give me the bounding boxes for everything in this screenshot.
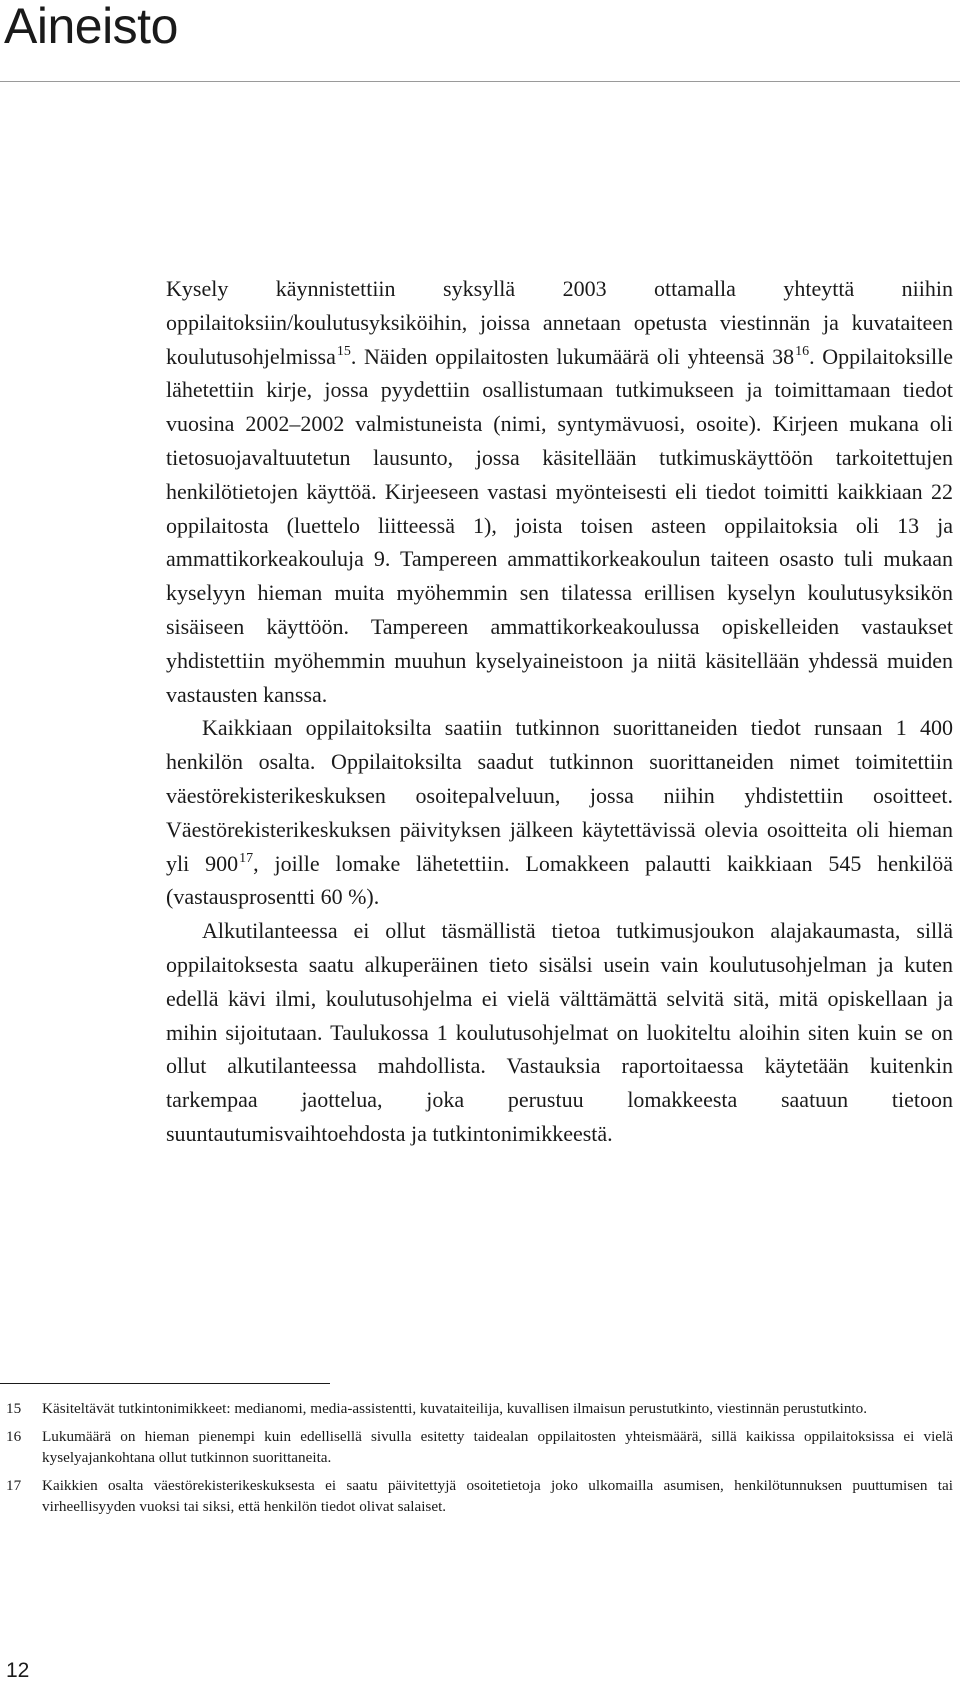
footnote-ref-15: 15 — [336, 343, 351, 359]
footnote-divider — [0, 1383, 330, 1384]
body-text — [166, 272, 953, 1151]
paragraph-1-part-3: . Oppilaitoksille lähetettiin kirje, jossa pyydettiin osallistumaan tutkimukseen ja toimittamaan tiedot vuosina 2002–2002 valmistuneista (nimi, syntymävuosi, osoite). Kirjeen mukana oli tietosuojavaltuutetun lausunto, jossa käsitellään tutkimuskäyttöön tarkoitettujen henkilötietojen käyttöä. Kirjeeseen vastasi myönteisesti eli tiedot toimitti kaikkiaan 22 oppilaitosta (luettelo liitteessä 1), joista toisen asteen oppilaitoksia oli 13 ja ammattikorkeakouluja 9. Tampereen ammattikorkeakoulun taiteen osasto tuli mukaan kyselyyn hieman muita myöhemmin sen tilatessa erillisen kyselyn koulutusyksikön sisäiseen käyttöön. Tampereen ammattikorkeakoulussa opiskelleiden vastaukset yhdistettiin myöhemmin muuhun kyselyaineistoon ja niitä käsitellään yhdessä muiden vastausten kanssa. — [166, 343, 954, 707]
footnote-15 — [0, 1398, 953, 1420]
paragraph-1-part-2: . Näiden oppilaitosten lukumäärä oli yhteensä 38 — [350, 343, 795, 369]
footnote-number: 16 — [6, 1427, 22, 1445]
footnote-text: Kaikkien osalta väestörekisterikeskuksesta ei saatu päivitettyjä osoitetietoja joko ulkomailla asumisen, henkilötunnuksen puuttumisen tai virheellisyyden vuoksi tai siksi, että henkilön tiedot olivat salaiset. — [42, 1476, 953, 1515]
footnote-number: 15 — [6, 1400, 22, 1417]
footnote-ref-16: 16 — [795, 343, 810, 359]
footnote-16 — [0, 1426, 953, 1469]
page-title: Aineisto — [4, 0, 178, 54]
footnote-number: 17 — [6, 1476, 22, 1494]
page-number: 12 — [6, 1659, 30, 1682]
footnote-text: Käsiteltävät tutkintonimikkeet: medianomi, media-assistentti, kuvataiteilija, kuvallisen ilmaisun perustutkinto, viestinnän perustutkinto. — [42, 1400, 868, 1417]
paragraph-2-part-2: , joille lomake lähetettiin. Lomakkeen palautti kaikkiaan 545 henkilöä (vastausprosentti 60 %). — [166, 850, 953, 910]
footnotes — [0, 1398, 953, 1524]
paragraph-2-part-1: Kaikkiaan oppilaitoksilta saatiin tutkinnon suorittaneiden tiedot runsaan 1 400 henkilön osalta. Oppilaitoksilta saadut tutkinnon suorittaneiden nimet toimitettiin väestörekisterikeskuksen osoitepalveluun, jossa niihin yhdistettiin osoitteet. Väestörekisterikeskuksen päivityksen jälkeen käytettävissä olevia osoitteita oli hieman yli 900 — [166, 715, 953, 876]
title-divider — [0, 81, 960, 82]
paragraph-3: Alkutilanteessa ei ollut täsmällistä tietoa tutkimusjoukon alajakaumasta, sillä oppilaitoksesta saatu alkuperäinen tieto sisälsi usein vain koulutusohjelman ja kuten edellä kävi ilmi, koulutusohjelma ei vielä välttämättä selvitä sitä, mitä opiskellaan ja mihin sijoitutaan. Taulukossa 1 koulutusohjelmat on luokiteltu aloihin siten kuin se on ollut alkutilanteessa mahdollista. Vastauksia raportoitaessa käytetään kuitenkin tarkempaa jaottelua, joka perustuu lomakkeesta saatuun tietoon suuntautumisvaihtoehdosta ja tutkintonimikkeestä. — [166, 918, 953, 1146]
paragraph-1-part-1: Kysely käynnistettiin syksyllä 2003 ottamalla yhteyttä niihin oppilaitoksiin/koulutusyksiköihin, joissa annetaan opetusta viestinnän ja kuvataiteen koulutusohjelmissa — [166, 276, 953, 369]
footnote-text: Lukumäärä on hieman pienempi kuin edellisellä sivulla esitetty taidealan oppilaitosten yhteismäärä, sillä kaikissa oppilaitoksissa ei vielä kyselyajankohtana ollut tutkinnon suorittaneita. — [42, 1427, 953, 1466]
footnote-17 — [0, 1475, 953, 1518]
footnote-ref-17: 17 — [239, 850, 254, 866]
paragraph-2 — [166, 711, 953, 914]
paragraph-1 — [166, 272, 953, 711]
